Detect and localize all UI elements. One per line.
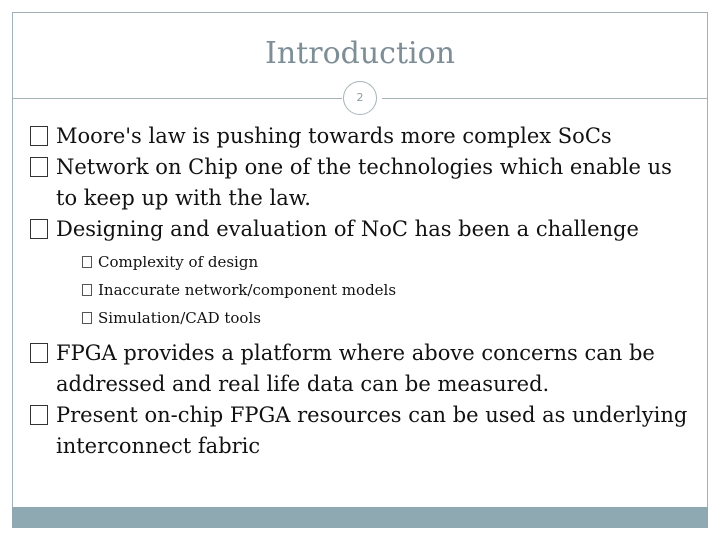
bullet-item xyxy=(30,121,698,152)
sub-bullet-text: Inaccurate network/component models xyxy=(98,281,397,299)
sub-bullet-item xyxy=(30,276,698,304)
slide-title: Introduction xyxy=(265,36,455,71)
bullet-square-icon xyxy=(30,157,48,177)
bullet-item xyxy=(30,338,698,400)
slide-number-badge: 2 xyxy=(343,81,377,115)
bullet-text: Present on-chip FPGA resources can be used as underlying interconnect fabric xyxy=(56,403,688,458)
sub-bullet-square-icon xyxy=(82,284,92,296)
bullet-square-icon xyxy=(30,405,48,425)
bullet-square-icon xyxy=(30,126,48,146)
bullet-text: Moore's law is pushing towards more complex SoCs xyxy=(56,124,612,148)
bullet-item xyxy=(30,400,698,462)
sub-bullet-item xyxy=(30,248,698,276)
bullet-square-icon xyxy=(30,219,48,239)
sub-bullet-square-icon xyxy=(82,256,92,268)
title-divider-right xyxy=(382,98,708,99)
title-divider-left xyxy=(12,98,342,99)
bullet-item xyxy=(30,152,698,214)
bullet-text: Designing and evaluation of NoC has been a challenge xyxy=(56,217,639,241)
sub-bullet-item xyxy=(30,304,698,332)
footer-bar xyxy=(12,507,708,528)
bullet-square-icon xyxy=(30,343,48,363)
bullet-text: FPGA provides a platform where above concerns can be addressed and real life data can be measured. xyxy=(56,341,655,396)
bullet-item xyxy=(30,214,698,245)
sub-bullet-square-icon xyxy=(82,312,92,324)
slide-content xyxy=(30,121,698,462)
bullet-text: Network on Chip one of the technologies which enable us to keep up with the law. xyxy=(56,155,672,210)
sub-bullet-text: Complexity of design xyxy=(98,253,259,271)
sub-bullet-text: Simulation/CAD tools xyxy=(98,309,261,327)
